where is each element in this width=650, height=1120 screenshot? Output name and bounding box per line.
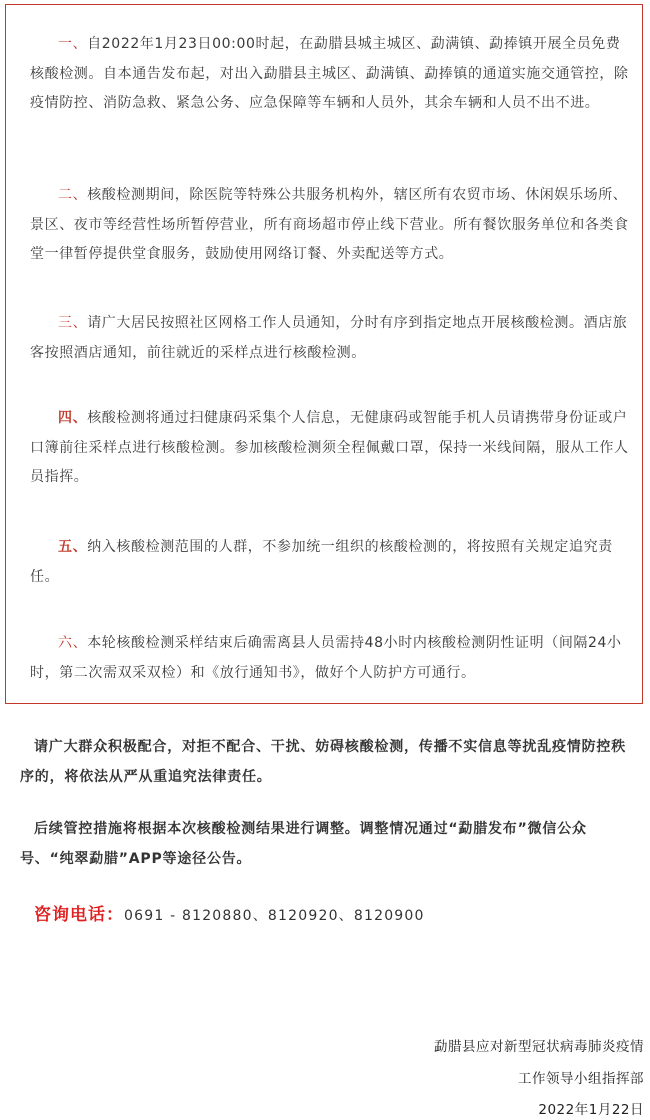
cooperation-paragraph: 请广大群众积极配合，对拒不配合、干扰、妨碍核酸检测，传播不实信息等扰乱疫情防控秩序的，将依法从严从重追究法律责任。 [20, 739, 626, 785]
notice-item-text: 自2022年1月23日00:00时起，在勐腊县城主城区、勐满镇、勐捧镇开展全员免费核酸检测。自本通告发布起，对出入勐腊县主城区、勐满镇、勐捧镇的通道实施交通管控，除疫情防控、消防急救、紧急公务、应急保障等车辆和人员外，其余车辆和人员不出不进。 [30, 36, 629, 111]
notice-item-6 [30, 629, 630, 688]
notice-item-5 [30, 533, 630, 592]
notice-item-number: 六、 [58, 635, 88, 651]
notice-item-text: 请广大居民按照社区网格工作人员通知，分时有序到指定地点开展核酸检测。酒店旅客按照酒店通知，前往就近的采样点进行核酸检测。 [30, 315, 628, 361]
notice-item-3 [30, 309, 630, 368]
signature-line-2: 工作领导小组指挥部 [518, 1071, 644, 1087]
follow-up-paragraph: 后续管控措施将根据本次核酸检测结果进行调整。调整情况通过“勐腊发布”微信公众号、“纯翠勐腊”APP等途径公告。 [20, 821, 587, 867]
notice-item-number: 一、 [58, 36, 88, 52]
notice-item-1 [30, 30, 630, 119]
hotline-numbers: 0691 - 8120880、8120920、8120900 [124, 908, 425, 924]
notice-item-number: 二、 [58, 187, 88, 203]
notice-item-text: 核酸检测将通过扫健康码采集个人信息，无健康码或智能手机人员请携带身份证或户口簿前往采样点进行核酸检测。参加核酸检测须全程佩戴口罩，保持一米线间隔，服从工作人员指挥。 [30, 410, 629, 485]
notice-item-text: 纳入核酸检测范围的人群，不参加统一组织的核酸检测的，将按照有关规定追究责任。 [30, 539, 613, 585]
notice-item-text: 核酸检测期间，除医院等特殊公共服务机构外，辖区所有农贸市场、休闲娱乐场所、景区、夜市等经营性场所暂停营业，所有商场超市停止线下营业。所有餐饮服务单位和各类食堂一律暂停提供堂食服务，鼓励使用网络订餐、外卖配送等方式。 [30, 187, 629, 262]
notice-item-number: 五、 [58, 539, 88, 555]
notice-item-4 [30, 404, 630, 493]
hotline-label: 咨询电话： [34, 905, 124, 925]
hotline [34, 900, 425, 931]
notice-item-text: 本轮核酸检测采样结束后确需离县人员需持48小时内核酸检测阴性证明（间隔24小时，第二次需双采双检）和《放行通知书》，做好个人防护方可通行。 [30, 635, 622, 681]
signature-line-1: 勐腊县应对新型冠状病毒肺炎疫情 [434, 1039, 644, 1055]
notice-item-number: 三、 [58, 315, 88, 331]
notice-item-number: 四、 [58, 410, 88, 426]
notice-item-2 [30, 181, 630, 270]
signature-date: 2022年1月22日 [538, 1102, 644, 1118]
